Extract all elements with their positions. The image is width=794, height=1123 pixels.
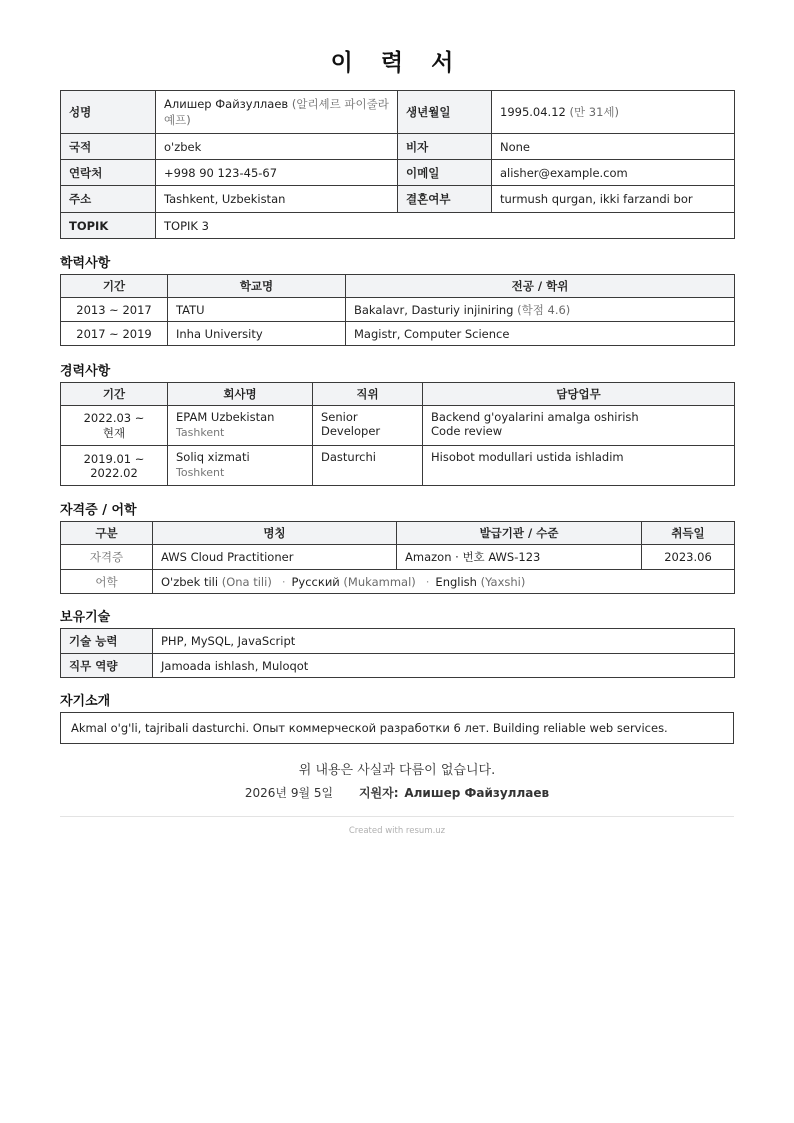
language-name: O'zbek tili: [161, 574, 219, 589]
duty-line: Code review: [431, 424, 503, 438]
education-title: 학력사항: [60, 256, 111, 271]
column-header: 취득일: [642, 522, 735, 545]
address-value: Tashkent, Uzbekistan: [156, 186, 398, 213]
experience-period: [61, 406, 168, 446]
period-end: 현재: [102, 425, 126, 440]
table-row: [61, 406, 735, 446]
table-row: [61, 629, 735, 654]
company-location: Toshkent: [176, 466, 225, 479]
declaration-text: 위 내용은 사실과 다름이 없습니다.: [298, 763, 496, 778]
language-list: [153, 570, 735, 594]
personal-info-table: [60, 90, 735, 239]
language-level: (Ona tili): [221, 574, 272, 589]
name-note: (알리셰르 파이줄라예프): [164, 97, 389, 127]
address-label: 주소: [61, 186, 156, 213]
experience-position: Senior Developer: [313, 406, 423, 446]
education-major: Bakalavr, Dasturiy injiniring: [354, 302, 514, 317]
company-name: Soliq xizmati: [176, 450, 250, 464]
education-major-cell: [346, 298, 735, 322]
job-skills-value: Jamoada ishlash, Muloqot: [153, 654, 735, 678]
language-level: (Mukammal): [343, 574, 416, 589]
tech-skills-value: PHP, MySQL, JavaScript: [153, 629, 735, 654]
table-row: [61, 186, 735, 213]
column-header: 학교명: [168, 275, 346, 298]
email-value: alisher@example.com: [492, 160, 735, 186]
intro-text: Akmal o'g'li, tajribali dasturchi. Опыт коммерческой разработки 6 лет. Building reliable web services.: [61, 713, 734, 744]
education-school: TATU: [168, 298, 346, 322]
column-header: 담당업무: [423, 383, 735, 406]
column-header: 전공 / 학위: [346, 275, 735, 298]
education-major: Magistr, Computer Science: [346, 322, 735, 346]
table-header-row: [61, 275, 735, 298]
education-period: 2013 ~ 2017: [61, 298, 168, 322]
birth-note: (만 31세): [569, 105, 619, 119]
education-school: Inha University: [168, 322, 346, 346]
column-header: 직위: [313, 383, 423, 406]
table-row: [61, 134, 735, 160]
birth-value: 1995.04.12: [500, 105, 566, 119]
company-location: Tashkent: [176, 426, 225, 439]
experience-duties: Hisobot modullari ustida ishladim: [423, 446, 735, 486]
column-header: 기간: [61, 383, 168, 406]
birth-cell: [492, 91, 735, 134]
phone-label: 연락처: [61, 160, 156, 186]
duty-line: Backend g'oyalarini amalga oshirish: [431, 410, 639, 424]
table-row: [61, 545, 735, 570]
name-value: Алишер Файзуллаев: [164, 97, 289, 111]
education-gpa: (학점 4.6): [517, 302, 571, 317]
column-header: 명칭: [153, 522, 397, 545]
applicant-name: Алишер Файзуллаев: [404, 786, 550, 800]
education-period: 2017 ~ 2019: [61, 322, 168, 346]
table-row: [61, 213, 735, 239]
document-title: 이 력 서: [330, 50, 464, 76]
table-row: [61, 91, 735, 134]
declaration-date: 2026년 9월 5일: [244, 786, 334, 800]
footer-divider: [60, 816, 734, 817]
language-separator: ·: [281, 574, 286, 589]
intro-table: [60, 712, 734, 744]
email-label: 이메일: [398, 160, 492, 186]
column-header: 발급기관 / 수준: [397, 522, 642, 545]
applicant-label: 지원자:: [358, 786, 399, 800]
company-name: EPAM Uzbekistan: [176, 410, 275, 424]
intro-title: 자기소개: [60, 694, 111, 709]
language-level: (Yaxshi): [480, 574, 526, 589]
marital-value: turmush qurgan, ikki farzandi bor: [492, 186, 735, 213]
experience-table: [60, 382, 735, 486]
experience-duties: [423, 406, 735, 446]
footer-credit: Created with resum.uz: [348, 826, 446, 836]
experience-title: 경력사항: [60, 364, 111, 379]
nationality-value: o'zbek: [156, 134, 398, 160]
skills-title: 보유기술: [60, 610, 111, 625]
birth-label: 생년월일: [398, 91, 492, 134]
language-name: Русский: [291, 574, 340, 589]
experience-company: [168, 446, 313, 486]
job-skills-label: 직무 역량: [61, 654, 153, 678]
table-row: [61, 446, 735, 486]
period-end: 2022.02: [90, 465, 138, 480]
column-header: 구분: [61, 522, 153, 545]
experience-period: [61, 446, 168, 486]
cert-issuer: Amazon · 번호 AWS-123: [397, 545, 642, 570]
lang-type: 어학: [61, 570, 153, 594]
certificates-title: 자격증 / 어학: [60, 503, 137, 518]
experience-company: [168, 406, 313, 446]
nationality-label: 국적: [61, 134, 156, 160]
certificates-table: [60, 521, 735, 594]
table-header-row: [61, 522, 735, 545]
column-header: 회사명: [168, 383, 313, 406]
table-row: [61, 160, 735, 186]
period-start: 2022.03 ~: [83, 410, 145, 425]
experience-position: Dasturchi: [313, 446, 423, 486]
topik-value: TOPIK 3: [156, 213, 735, 239]
table-row: [61, 713, 734, 744]
name-label: 성명: [61, 91, 156, 134]
table-row: [61, 322, 735, 346]
language-name: English: [435, 574, 477, 589]
name-cell: [156, 91, 398, 134]
marital-label: 결혼여부: [398, 186, 492, 213]
table-row: [61, 570, 735, 594]
table-row: [61, 298, 735, 322]
phone-value: +998 90 123-45-67: [156, 160, 398, 186]
tech-skills-label: 기술 능력: [61, 629, 153, 654]
column-header: 기간: [61, 275, 168, 298]
cert-date: 2023.06: [642, 545, 735, 570]
cert-type: 자격증: [61, 545, 153, 570]
visa-value: None: [492, 134, 735, 160]
skills-table: [60, 628, 735, 678]
table-header-row: [61, 383, 735, 406]
cert-name: AWS Cloud Practitioner: [153, 545, 397, 570]
table-row: [61, 654, 735, 678]
language-separator: ·: [425, 574, 430, 589]
period-start: 2019.01 ~: [83, 451, 145, 466]
signature-line: [60, 784, 734, 801]
visa-label: 비자: [398, 134, 492, 160]
education-table: [60, 274, 735, 346]
topik-label: TOPIK: [61, 213, 156, 239]
